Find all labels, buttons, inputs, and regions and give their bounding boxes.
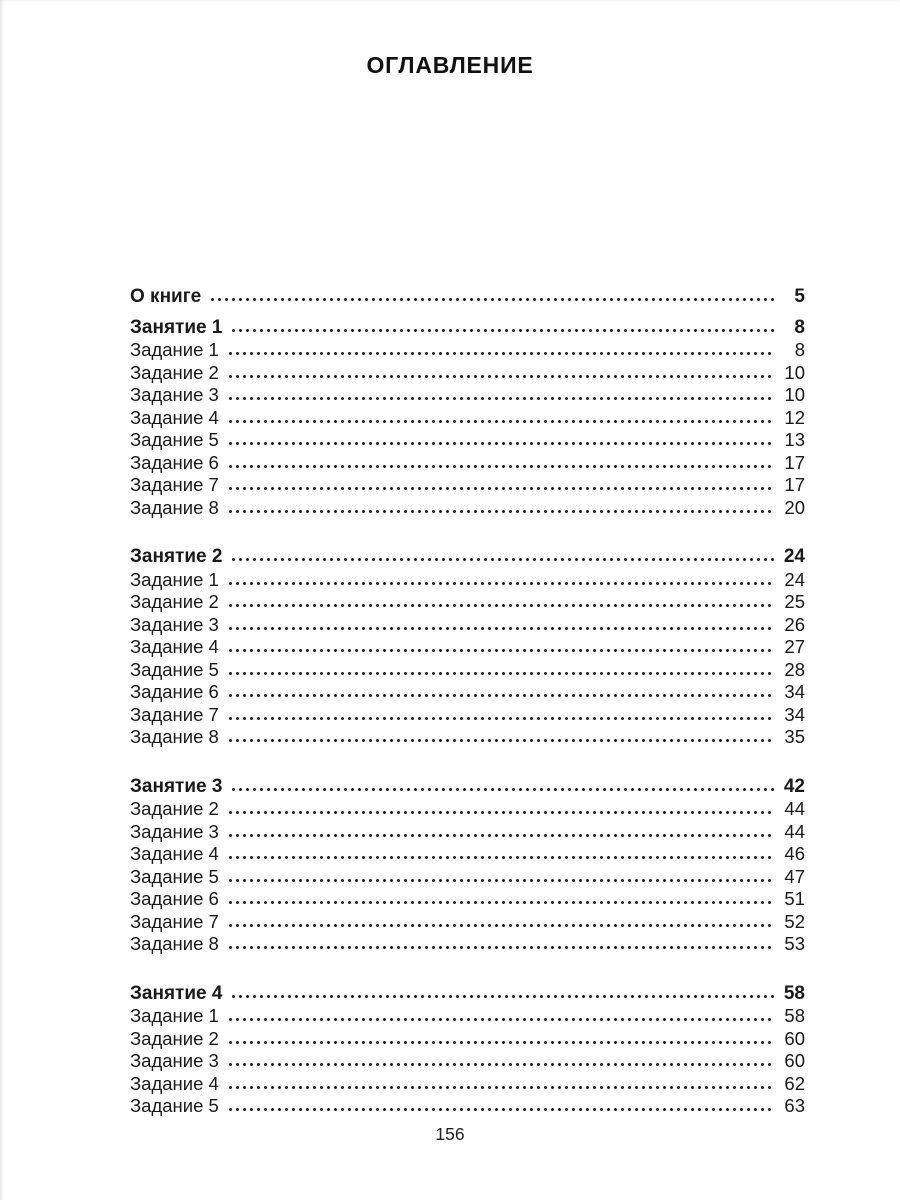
toc-entry-label: Задание 1	[130, 1005, 219, 1026]
dot-leader	[227, 811, 774, 815]
dot-leader	[209, 298, 774, 302]
toc-entry-label: Задание 4	[130, 406, 219, 428]
dot-leader	[227, 901, 774, 905]
toc-entry	[130, 776, 805, 799]
dot-leader	[227, 627, 774, 631]
toc-entry	[130, 1095, 805, 1118]
toc-entry	[130, 1005, 805, 1028]
toc-entry-page-number: 24	[783, 546, 805, 567]
toc-entry	[130, 933, 805, 956]
toc-entry	[130, 798, 805, 821]
toc-entry-label: Задание 4	[130, 1072, 219, 1094]
toc-entry-label: Занятие 1	[130, 316, 223, 338]
toc-entry-page-number: 25	[784, 591, 805, 612]
dot-leader	[227, 672, 774, 676]
toc-entry-page-number: 13	[784, 429, 805, 450]
toc-entry	[130, 569, 805, 592]
dot-leader	[227, 582, 774, 586]
toc-entry-page-number: 10	[784, 361, 805, 383]
dot-leader	[230, 558, 774, 562]
dot-leader	[227, 856, 774, 860]
toc-entry-page-number: 42	[783, 775, 805, 797]
dot-leader	[227, 1041, 774, 1045]
dot-leader	[227, 946, 774, 950]
toc-entry-label: Задание 6	[130, 888, 219, 909]
toc-entry-page-number: 62	[784, 1072, 805, 1094]
toc-entry	[130, 474, 805, 497]
toc-entry-label: Задание 5	[130, 658, 219, 680]
toc-entry-page-number: 5	[794, 286, 805, 307]
toc-entry	[130, 1050, 805, 1073]
dot-leader	[230, 788, 774, 792]
toc-entry	[130, 286, 805, 309]
toc-entry	[130, 452, 805, 475]
toc-entry-label: Задание 2	[130, 798, 219, 819]
toc-entry-label: Задание 3	[130, 1050, 219, 1071]
toc-entry	[130, 384, 805, 407]
dot-leader	[227, 375, 774, 379]
dot-leader	[227, 1018, 774, 1022]
toc-entry	[130, 591, 805, 614]
toc-entry-label: Задание 3	[130, 613, 219, 635]
toc-entry-page-number: 12	[784, 406, 805, 428]
toc-entry-page-number: 58	[783, 982, 805, 1004]
toc-entry-label: Занятие 4	[130, 982, 223, 1004]
toc-entry-label: Задание 2	[130, 1027, 219, 1049]
toc-entry-page-number: 24	[784, 568, 805, 590]
dot-leader	[227, 1086, 774, 1090]
toc-entry-page-number: 51	[784, 888, 805, 909]
toc-entry-label: Задание 4	[130, 636, 219, 657]
toc-entry-page-number: 58	[784, 1005, 805, 1026]
toc-entry	[130, 704, 805, 727]
dot-leader	[227, 352, 774, 356]
toc-entry-page-number: 44	[784, 820, 805, 842]
toc-entry-label: О книге	[130, 286, 202, 307]
toc-entry-label: Задание 4	[130, 843, 219, 864]
toc-entry-page-number: 17	[784, 451, 805, 473]
dot-leader	[227, 487, 774, 491]
toc-entry-label: Занятие 2	[130, 546, 223, 567]
toc-entry-label: Задание 6	[130, 681, 219, 702]
toc-entry-label: Задание 5	[130, 865, 219, 887]
dot-leader	[227, 420, 774, 424]
toc-entry-label: Задание 7	[130, 703, 219, 725]
dot-leader	[227, 604, 774, 608]
toc-entry	[130, 429, 805, 452]
toc-entry	[130, 843, 805, 866]
toc-entry	[130, 866, 805, 889]
toc-entry-label: Задание 8	[130, 726, 219, 747]
toc-entry-label: Задание 8	[130, 933, 219, 954]
toc-entry-label: Задание 7	[130, 474, 219, 495]
toc-entry-page-number: 52	[784, 910, 805, 932]
toc-entry	[130, 983, 805, 1006]
footer-page-number: 156	[435, 1124, 465, 1144]
toc-entry	[130, 614, 805, 637]
toc-entry	[130, 339, 805, 362]
toc-entry-label: Задание 2	[130, 361, 219, 383]
toc-entry-page-number: 34	[784, 681, 805, 702]
toc-entry-page-number: 46	[784, 843, 805, 864]
dot-leader	[227, 1108, 774, 1112]
dot-leader	[227, 739, 774, 743]
toc-entry-page-number: 8	[794, 339, 805, 360]
toc-entry	[130, 888, 805, 911]
toc-entry	[130, 681, 805, 704]
toc-entry-page-number: 10	[784, 384, 805, 405]
toc-entry	[130, 636, 805, 659]
toc-entry-page-number: 47	[784, 865, 805, 887]
toc-entry-label: Задание 5	[130, 1095, 219, 1116]
toc-entry	[130, 659, 805, 682]
table-of-contents	[130, 286, 805, 1118]
toc-entry-label: Задание 3	[130, 384, 219, 405]
dot-leader	[227, 694, 774, 698]
dot-leader	[227, 465, 774, 469]
dot-leader	[230, 995, 774, 999]
toc-entry	[130, 911, 805, 934]
toc-entry-page-number: 28	[784, 658, 805, 680]
dot-leader	[230, 329, 774, 333]
toc-entry	[130, 317, 805, 340]
toc-entry-label: Задание 1	[130, 339, 219, 360]
dot-leader	[227, 442, 774, 446]
toc-entry-page-number: 53	[784, 933, 805, 954]
toc-entry	[130, 362, 805, 385]
toc-entry-page-number: 17	[784, 474, 805, 495]
toc-entry-page-number: 27	[784, 636, 805, 657]
dot-leader	[227, 924, 774, 928]
dot-leader	[227, 834, 774, 838]
toc-entry-page-number: 35	[784, 726, 805, 747]
toc-entry-page-number: 60	[784, 1027, 805, 1049]
toc-entry-label: Задание 2	[130, 591, 219, 612]
toc-entry	[130, 1028, 805, 1051]
toc-entry	[130, 407, 805, 430]
dot-leader	[227, 397, 774, 401]
toc-entry-page-number: 8	[794, 316, 805, 338]
toc-entry-page-number: 60	[784, 1050, 805, 1071]
toc-entry-label: Задание 3	[130, 820, 219, 842]
toc-entry-label: Задание 6	[130, 451, 219, 473]
toc-entry-page-number: 26	[784, 613, 805, 635]
dot-leader	[227, 717, 774, 721]
toc-entry-page-number: 20	[784, 496, 805, 518]
toc-entry-label: Задание 1	[130, 568, 219, 590]
toc-entry-page-number: 63	[784, 1095, 805, 1116]
toc-entry	[130, 821, 805, 844]
dot-leader	[227, 649, 774, 653]
toc-entry-label: Задание 8	[130, 496, 219, 518]
dot-leader	[227, 510, 774, 514]
toc-entry	[130, 1073, 805, 1096]
toc-entry-label: Задание 7	[130, 910, 219, 932]
toc-entry-page-number: 34	[784, 703, 805, 725]
toc-entry-label: Задание 5	[130, 429, 219, 450]
page-title: ОГЛАВЛЕНИЕ	[366, 52, 534, 78]
toc-entry	[130, 726, 805, 749]
toc-entry-page-number: 44	[784, 798, 805, 819]
toc-entry	[130, 546, 805, 569]
dot-leader	[227, 879, 774, 883]
toc-entry-label: Занятие 3	[130, 775, 223, 797]
toc-entry	[130, 497, 805, 520]
dot-leader	[227, 1063, 774, 1067]
